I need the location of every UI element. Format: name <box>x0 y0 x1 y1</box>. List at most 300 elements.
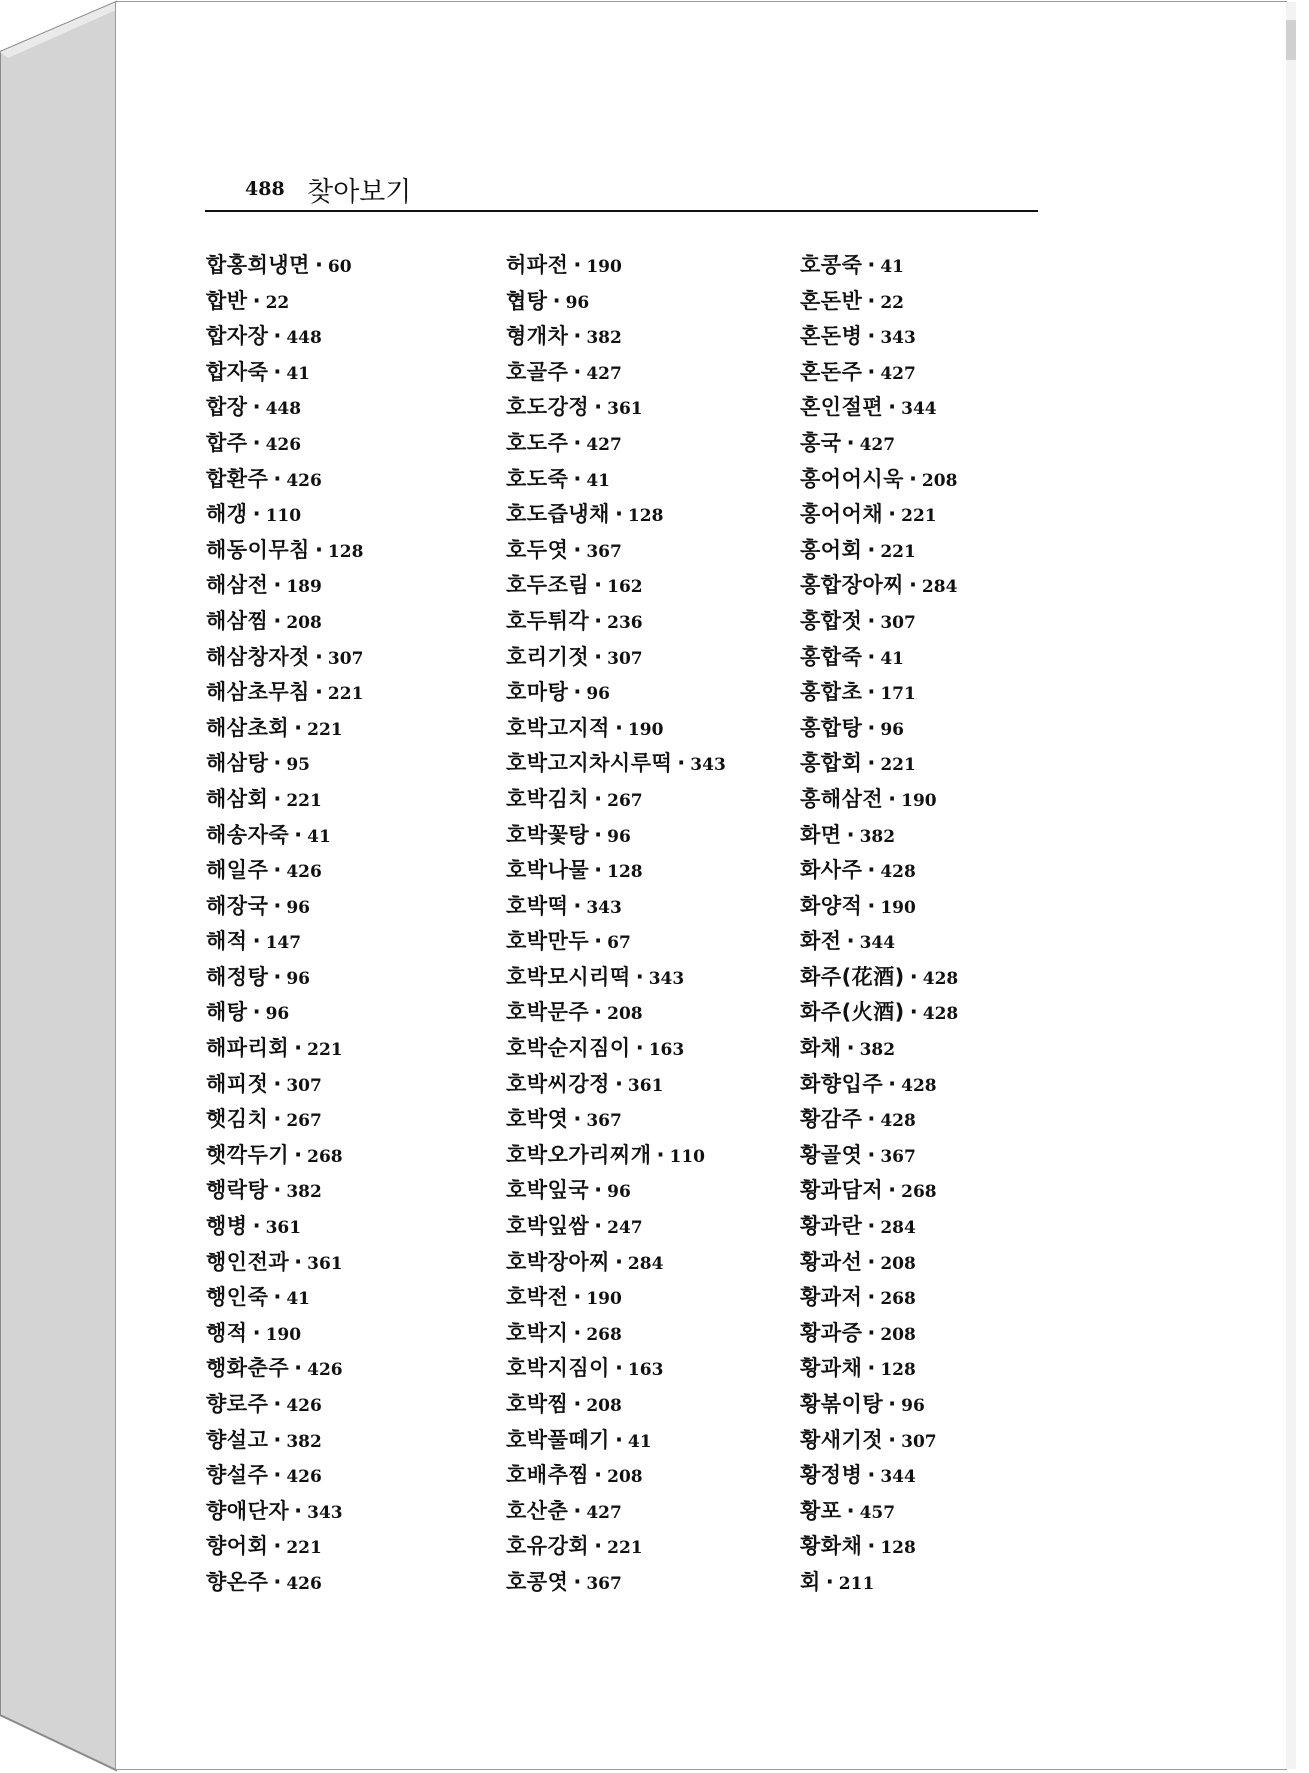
index-page-ref: 367 <box>586 1573 622 1594</box>
index-entry <box>206 889 501 925</box>
index-separator: · <box>273 1071 282 1096</box>
index-term: 호콩엿 <box>506 1569 569 1594</box>
index-term: 협탕 <box>506 288 548 313</box>
index-term: 호박장아찌 <box>506 1249 610 1274</box>
index-term: 황볶이탕 <box>800 1392 884 1416</box>
index-page-ref: 190 <box>586 257 622 277</box>
index-term: 호박지짐이 <box>506 1356 610 1381</box>
index-entry <box>206 1173 501 1209</box>
index-entry <box>206 1245 501 1281</box>
index-page-ref: 190 <box>901 790 937 811</box>
index-page-ref: 267 <box>286 1111 322 1132</box>
index-entry <box>800 1351 1095 1387</box>
index-page-ref: 190 <box>627 719 664 740</box>
index-page-ref: 428 <box>922 968 959 989</box>
index-term: 햇김치 <box>206 1107 269 1132</box>
index-term: 호리기젓 <box>506 644 590 669</box>
index-term: 해피젓 <box>206 1071 269 1096</box>
index-separator: · <box>573 1392 582 1416</box>
index-page-ref: 190 <box>265 1324 302 1345</box>
index-separator: · <box>909 1000 918 1025</box>
index-page-ref: 41 <box>627 1431 652 1452</box>
index-term: 호박오가리찌개 <box>506 1142 652 1167</box>
index-term: 홍국 <box>800 430 842 455</box>
index-page-ref: 221 <box>307 719 343 740</box>
index-term: 혼돈병 <box>800 324 863 349</box>
index-entry <box>206 568 501 604</box>
index-entry <box>800 319 1095 355</box>
index-separator: · <box>867 1534 876 1559</box>
index-page-ref: 426 <box>265 434 302 455</box>
index-term: 호박김치 <box>506 786 590 811</box>
index-page-ref: 284 <box>627 1253 664 1274</box>
index-term: 해정탕 <box>206 964 269 989</box>
index-term: 홍합회 <box>800 751 863 776</box>
index-term: 합장 <box>206 395 248 420</box>
index-term: 향어회 <box>206 1534 269 1559</box>
index-entry <box>506 355 801 391</box>
index-separator: · <box>867 751 876 776</box>
index-entry <box>206 533 501 569</box>
index-page-ref: 41 <box>286 1289 311 1310</box>
index-page-ref: 208 <box>586 1396 622 1416</box>
index-separator: · <box>552 288 561 313</box>
index-term: 향설주 <box>206 1463 269 1488</box>
index-term: 호두조림 <box>506 573 590 598</box>
index-separator: · <box>867 608 876 633</box>
index-entry <box>800 604 1095 640</box>
index-separator: · <box>294 1142 303 1167</box>
index-entry <box>800 462 1095 498</box>
index-entry <box>800 568 1095 604</box>
index-separator: · <box>252 1320 261 1345</box>
index-separator: · <box>594 822 603 847</box>
index-separator: · <box>867 537 876 562</box>
index-term: 호두튀각 <box>506 608 590 633</box>
index-page-ref: 344 <box>901 399 937 420</box>
index-page-ref: 307 <box>327 648 364 669</box>
index-entry <box>206 1423 501 1459</box>
index-separator: · <box>677 751 686 776</box>
index-entry <box>206 1138 501 1174</box>
index-term: 합반 <box>206 288 248 313</box>
index-separator: · <box>594 608 603 633</box>
index-term: 호도죽 <box>506 466 569 491</box>
index-page-ref: 221 <box>286 790 322 811</box>
index-separator: · <box>273 751 282 776</box>
index-separator: · <box>867 680 876 705</box>
index-term: 호배추찜 <box>506 1463 590 1488</box>
index-term: 해갱 <box>206 502 248 527</box>
index-separator: · <box>573 466 582 491</box>
index-term: 호박엿 <box>506 1107 569 1132</box>
index-page-ref: 163 <box>648 1040 685 1061</box>
index-entry <box>206 1102 501 1138</box>
index-separator: · <box>888 395 897 420</box>
index-entry <box>800 1209 1095 1245</box>
index-separator: · <box>846 1498 855 1523</box>
index-term: 합자장 <box>206 324 269 349</box>
index-term: 황골엿 <box>800 1142 863 1167</box>
index-term: 화전 <box>800 929 842 954</box>
index-entry <box>206 711 501 747</box>
index-term: 행락탕 <box>206 1178 269 1203</box>
index-page-ref: 96 <box>901 1396 925 1416</box>
index-entry <box>506 889 801 925</box>
index-separator: · <box>573 537 582 562</box>
index-separator: · <box>867 644 876 669</box>
index-separator: · <box>252 929 261 954</box>
index-entry <box>206 497 501 533</box>
index-separator: · <box>314 537 323 562</box>
index-entry <box>506 995 801 1031</box>
index-page-ref: 96 <box>565 292 590 313</box>
index-entry <box>206 782 501 818</box>
index-page-ref: 221 <box>286 1538 322 1559</box>
index-page-ref: 382 <box>859 826 896 847</box>
index-term: 화양적 <box>800 893 863 918</box>
index-entry <box>206 1031 501 1067</box>
index-separator: · <box>573 1320 582 1345</box>
index-page-ref: 96 <box>607 1182 631 1203</box>
index-page-ref: 382 <box>286 1431 322 1452</box>
index-page-ref: 221 <box>880 755 916 776</box>
index-term: 호박문주 <box>506 1000 590 1025</box>
index-separator: · <box>867 1356 876 1381</box>
index-term: 해장국 <box>206 893 269 918</box>
index-term: 호박풀떼기 <box>506 1427 610 1452</box>
index-separator: · <box>614 1427 623 1452</box>
index-page-ref: 268 <box>901 1182 937 1203</box>
index-entry <box>800 390 1095 426</box>
index-term: 합주 <box>206 430 248 455</box>
index-page-ref: 448 <box>265 399 302 420</box>
index-separator: · <box>294 1498 303 1523</box>
index-page-ref: 268 <box>586 1324 622 1345</box>
index-separator: · <box>867 1249 876 1274</box>
index-page-ref: 382 <box>586 328 622 349</box>
index-term: 행병 <box>206 1214 248 1239</box>
index-page-ref: 208 <box>880 1324 916 1345</box>
index-entry <box>800 248 1095 284</box>
index-term: 홍합젓 <box>800 608 863 633</box>
index-term: 홍해삼전 <box>800 786 884 811</box>
index-page-ref: 247 <box>607 1218 643 1239</box>
index-page-ref: 367 <box>880 1146 916 1167</box>
index-separator: · <box>573 324 582 349</box>
index-page-ref: 426 <box>286 1573 322 1594</box>
index-term: 합홍희냉면 <box>206 253 310 277</box>
index-page-ref: 307 <box>607 648 643 669</box>
index-entry <box>506 1316 801 1352</box>
index-entry <box>506 426 801 462</box>
index-page-ref: 221 <box>901 506 937 527</box>
index-entry <box>800 1316 1095 1352</box>
index-separator: · <box>294 822 303 847</box>
index-separator: · <box>888 502 897 527</box>
index-entry <box>206 1458 501 1494</box>
index-term: 합자죽 <box>206 359 269 384</box>
index-page-ref: 162 <box>607 577 643 598</box>
index-separator: · <box>867 324 876 349</box>
index-page-ref: 208 <box>921 470 958 491</box>
index-page-ref: 428 <box>901 1075 937 1096</box>
index-page-ref: 427 <box>880 363 916 384</box>
index-term: 황과저 <box>800 1285 863 1310</box>
index-separator: · <box>573 1285 582 1310</box>
index-page-ref: 41 <box>307 826 331 847</box>
index-term: 황포 <box>800 1498 842 1523</box>
index-separator: · <box>614 1356 623 1381</box>
index-term: 해송자죽 <box>206 822 290 847</box>
index-entry <box>206 1351 501 1387</box>
index-page-ref: 307 <box>286 1075 322 1096</box>
index-entry <box>506 248 801 284</box>
index-term: 해삼초무침 <box>206 680 310 705</box>
index-separator: · <box>594 644 603 669</box>
index-entry <box>506 818 801 854</box>
index-entry <box>506 1494 801 1530</box>
index-entry <box>506 1067 801 1103</box>
index-page-ref: 367 <box>586 541 622 562</box>
index-term: 해삼전 <box>206 573 269 598</box>
index-page-ref: 41 <box>286 363 311 384</box>
index-entry <box>506 497 801 533</box>
index-separator: · <box>252 430 261 455</box>
index-term: 화주(花酒) <box>800 964 905 989</box>
index-entry <box>800 995 1095 1031</box>
index-separator: · <box>252 1214 261 1239</box>
index-term: 해삼찜 <box>206 608 269 633</box>
index-separator: · <box>594 1178 603 1203</box>
index-entry <box>800 711 1095 747</box>
index-separator: · <box>867 1214 876 1239</box>
index-term: 호도주 <box>506 430 569 455</box>
index-separator: · <box>314 644 323 669</box>
index-page-ref: 457 <box>859 1502 896 1523</box>
index-separator: · <box>573 430 582 455</box>
index-term: 호마탕 <box>506 680 569 705</box>
index-page-ref: 343 <box>880 328 916 349</box>
index-page-ref: 221 <box>307 1040 343 1061</box>
index-separator: · <box>908 466 917 491</box>
index-page-ref: 208 <box>286 612 322 633</box>
index-term: 해적 <box>206 929 248 954</box>
index-entry <box>206 1494 501 1530</box>
index-entry <box>506 1458 801 1494</box>
index-separator: · <box>573 680 582 705</box>
index-term: 호박잎국 <box>506 1178 590 1203</box>
index-separator: · <box>573 1107 582 1132</box>
index-separator: · <box>825 1569 834 1594</box>
index-entry <box>800 818 1095 854</box>
index-term: 해파리회 <box>206 1036 290 1061</box>
index-term: 홍합초 <box>800 680 863 705</box>
index-page-ref: 427 <box>586 1502 622 1523</box>
index-page-ref: 428 <box>880 1111 916 1132</box>
index-entry <box>206 960 501 996</box>
index-entry <box>206 995 501 1031</box>
index-entry <box>206 319 501 355</box>
index-entry <box>206 390 501 426</box>
index-page-ref: 382 <box>859 1040 896 1061</box>
index-separator: · <box>594 929 603 954</box>
index-term: 호박꽃탕 <box>506 822 590 847</box>
index-page-ref: 96 <box>880 719 905 740</box>
index-separator: · <box>867 858 876 883</box>
index-entry <box>506 1209 801 1245</box>
index-entry <box>206 1209 501 1245</box>
index-page-ref: 428 <box>922 1004 959 1025</box>
index-entry <box>206 818 501 854</box>
index-term: 황정병 <box>800 1463 863 1488</box>
index-entry <box>206 355 501 391</box>
index-entry <box>800 1565 1095 1601</box>
index-page-ref: 22 <box>265 292 290 313</box>
index-page-ref: 344 <box>859 933 896 954</box>
index-entry <box>800 960 1095 996</box>
index-term: 황과선 <box>800 1249 863 1274</box>
index-entry <box>800 924 1095 960</box>
index-term: 화주(火酒) <box>800 1000 905 1025</box>
page-header <box>205 170 1038 212</box>
index-term: 호두엿 <box>506 537 569 562</box>
index-page-ref: 208 <box>607 1004 643 1025</box>
index-term: 홍합장아찌 <box>800 573 904 598</box>
index-separator: · <box>594 858 603 883</box>
index-separator: · <box>888 1427 897 1452</box>
index-term: 회 <box>800 1569 821 1594</box>
index-page-ref: 67 <box>607 933 631 954</box>
index-term: 호박모시리떡 <box>506 964 631 989</box>
index-separator: · <box>888 786 897 811</box>
index-separator: · <box>594 573 603 598</box>
index-separator: · <box>846 929 855 954</box>
index-entry <box>800 355 1095 391</box>
index-page-ref: 190 <box>586 1289 622 1310</box>
index-page-ref: 163 <box>627 1360 664 1381</box>
index-entry <box>506 1529 801 1565</box>
index-page-ref: 147 <box>265 933 302 954</box>
index-separator: · <box>273 1463 282 1488</box>
index-entry <box>206 604 501 640</box>
index-separator: · <box>294 1356 303 1381</box>
index-entry <box>206 1280 501 1316</box>
index-term: 호박씨강정 <box>506 1071 610 1096</box>
index-page-ref: 221 <box>880 541 916 562</box>
index-term: 혼돈반 <box>800 288 863 313</box>
index-term: 향온주 <box>206 1569 269 1594</box>
index-term: 호박잎쌈 <box>506 1214 590 1239</box>
index-term: 황감주 <box>800 1107 863 1132</box>
index-entry <box>800 1245 1095 1281</box>
index-term: 혼인절편 <box>800 395 884 420</box>
index-entry <box>506 924 801 960</box>
index-entry <box>206 462 501 498</box>
index-separator: · <box>294 1249 303 1274</box>
index-separator: · <box>573 1569 582 1594</box>
index-separator: · <box>594 395 603 420</box>
index-entry <box>800 1138 1095 1174</box>
index-separator: · <box>867 1285 876 1310</box>
index-separator: · <box>635 964 644 989</box>
index-entry <box>800 1494 1095 1530</box>
index-separator: · <box>614 502 623 527</box>
index-page-ref: 361 <box>265 1218 302 1239</box>
index-page-ref: 307 <box>880 612 916 633</box>
index-separator: · <box>273 359 282 384</box>
index-entry <box>506 1245 801 1281</box>
index-term: 혼돈주 <box>800 359 863 384</box>
index-separator: · <box>273 1427 282 1452</box>
index-entry <box>506 675 801 711</box>
index-separator: · <box>846 1036 855 1061</box>
index-page-ref: 344 <box>880 1467 916 1488</box>
index-entry <box>800 1173 1095 1209</box>
index-separator: · <box>273 1392 282 1416</box>
index-page-ref: 128 <box>880 1538 916 1559</box>
index-separator: · <box>273 1178 282 1203</box>
index-term: 호박고지적 <box>506 715 610 740</box>
index-entry <box>206 1529 501 1565</box>
index-page-ref: 96 <box>286 968 311 989</box>
index-separator: · <box>867 1142 876 1167</box>
index-separator: · <box>294 1036 303 1061</box>
index-term: 호박만두 <box>506 929 590 954</box>
index-separator: · <box>573 359 582 384</box>
index-term: 홍어어시욱 <box>800 466 904 491</box>
index-separator: · <box>273 466 282 491</box>
index-term: 행인죽 <box>206 1285 269 1310</box>
index-page-ref: 427 <box>586 363 622 384</box>
index-separator: · <box>273 964 282 989</box>
index-page-ref: 221 <box>607 1538 643 1559</box>
index-page-ref: 427 <box>859 434 896 455</box>
index-page-ref: 427 <box>586 434 622 455</box>
index-column-1 <box>206 248 501 1601</box>
index-separator: · <box>888 1392 897 1416</box>
index-page-ref: 268 <box>307 1146 343 1167</box>
index-page-ref: 41 <box>586 470 611 491</box>
index-page-ref: 284 <box>880 1218 916 1239</box>
index-entry <box>800 782 1095 818</box>
index-term: 호산춘 <box>506 1498 569 1523</box>
index-entry <box>506 1280 801 1316</box>
index-page-ref: 110 <box>265 506 302 527</box>
index-column-3 <box>800 248 1095 1601</box>
index-page-ref: 361 <box>607 399 643 420</box>
index-term: 해삼탕 <box>206 751 269 776</box>
index-entry <box>506 1138 801 1174</box>
index-separator: · <box>614 715 623 740</box>
index-separator: · <box>594 1534 603 1559</box>
index-term: 호콩죽 <box>800 253 863 277</box>
index-separator: · <box>867 893 876 918</box>
index-term: 화채 <box>800 1036 842 1061</box>
index-separator: · <box>867 1320 876 1345</box>
index-separator: · <box>867 253 876 277</box>
index-entry <box>506 284 801 320</box>
index-term: 향로주 <box>206 1392 269 1416</box>
index-entry <box>506 604 801 640</box>
index-entry <box>506 568 801 604</box>
index-separator: · <box>594 786 603 811</box>
index-page-ref: 426 <box>286 470 322 491</box>
index-entry <box>206 426 501 462</box>
index-separator: · <box>867 359 876 384</box>
index-separator: · <box>888 1071 897 1096</box>
index-entry <box>206 1067 501 1103</box>
